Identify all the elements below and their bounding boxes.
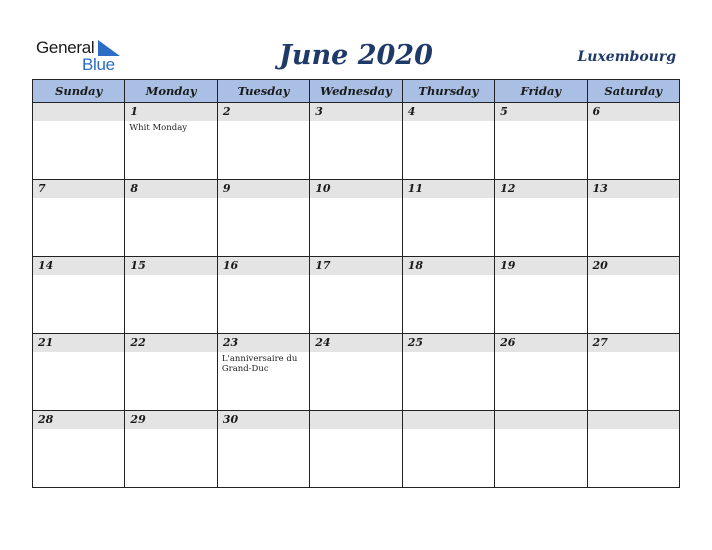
day-number: 23 [218,334,309,352]
day-cell [402,334,494,411]
day-number: 15 [125,257,216,275]
day-cell [495,334,587,411]
day-number: 24 [310,334,401,352]
day-cell [217,257,309,334]
day-number [310,411,401,429]
day-number: 17 [310,257,401,275]
day-cell [495,180,587,257]
day-cell [125,180,217,257]
day-cell [310,334,402,411]
day-number: 12 [495,180,586,198]
weekday-header: Sunday [33,80,125,103]
day-cell [310,103,402,180]
day-number: 1 [125,103,216,121]
day-number: 26 [495,334,586,352]
day-cell [402,180,494,257]
day-number: 27 [588,334,679,352]
day-cell [587,257,679,334]
day-cell [33,411,125,488]
day-number: 9 [218,180,309,198]
day-cell [125,411,217,488]
weekday-header: Tuesday [217,80,309,103]
weekday-header: Saturday [587,80,679,103]
day-number: 18 [403,257,494,275]
day-number: 14 [33,257,124,275]
week-row [33,334,680,411]
day-cell [402,103,494,180]
day-number: 3 [310,103,401,121]
day-number: 28 [33,411,124,429]
day-number [403,411,494,429]
country-name: Luxembourg [577,49,676,65]
day-cell [33,103,125,180]
day-cell [217,411,309,488]
day-cell [33,257,125,334]
day-number: 30 [218,411,309,429]
day-number: 25 [403,334,494,352]
day-cell [217,103,309,180]
day-cell [495,257,587,334]
day-cell [495,103,587,180]
day-number: 29 [125,411,216,429]
day-cell [587,411,679,488]
week-row [33,103,680,180]
day-cell [495,411,587,488]
day-number: 4 [403,103,494,121]
day-number [495,411,586,429]
weekday-header: Monday [125,80,217,103]
day-number [33,103,124,121]
calendar-grid [32,79,680,488]
day-number: 2 [218,103,309,121]
logo-text-blue: Blue [82,55,115,74]
week-row [33,411,680,488]
holiday-label: Whit Monday [129,123,188,133]
day-cell [587,334,679,411]
day-cell [310,180,402,257]
holiday-label: L'anniversaire du Grand-Duc [221,354,298,374]
weekday-header: Wednesday [310,80,402,103]
day-number [588,411,679,429]
day-number: 10 [310,180,401,198]
day-cell [217,334,309,411]
day-number: 11 [403,180,494,198]
day-cell [33,334,125,411]
day-number: 22 [125,334,216,352]
day-cell [125,103,217,180]
day-cell [33,180,125,257]
day-number: 20 [588,257,679,275]
day-number: 21 [33,334,124,352]
day-number: 5 [495,103,586,121]
week-row [33,257,680,334]
day-cell [402,257,494,334]
day-number: 16 [218,257,309,275]
week-row [33,180,680,257]
day-cell [587,103,679,180]
day-cell [217,180,309,257]
day-cell [310,411,402,488]
day-cell [125,334,217,411]
day-cell [125,257,217,334]
weekday-header-row [33,80,680,103]
weekday-header: Friday [495,80,587,103]
logo-text-general: General [36,38,95,57]
day-cell [402,411,494,488]
calendar-title: June 2020 [279,40,433,71]
day-number: 13 [588,180,679,198]
day-cell [310,257,402,334]
day-number: 7 [33,180,124,198]
day-number: 6 [588,103,679,121]
day-cell [587,180,679,257]
weekday-header: Thursday [402,80,494,103]
day-number: 19 [495,257,586,275]
day-number: 8 [125,180,216,198]
